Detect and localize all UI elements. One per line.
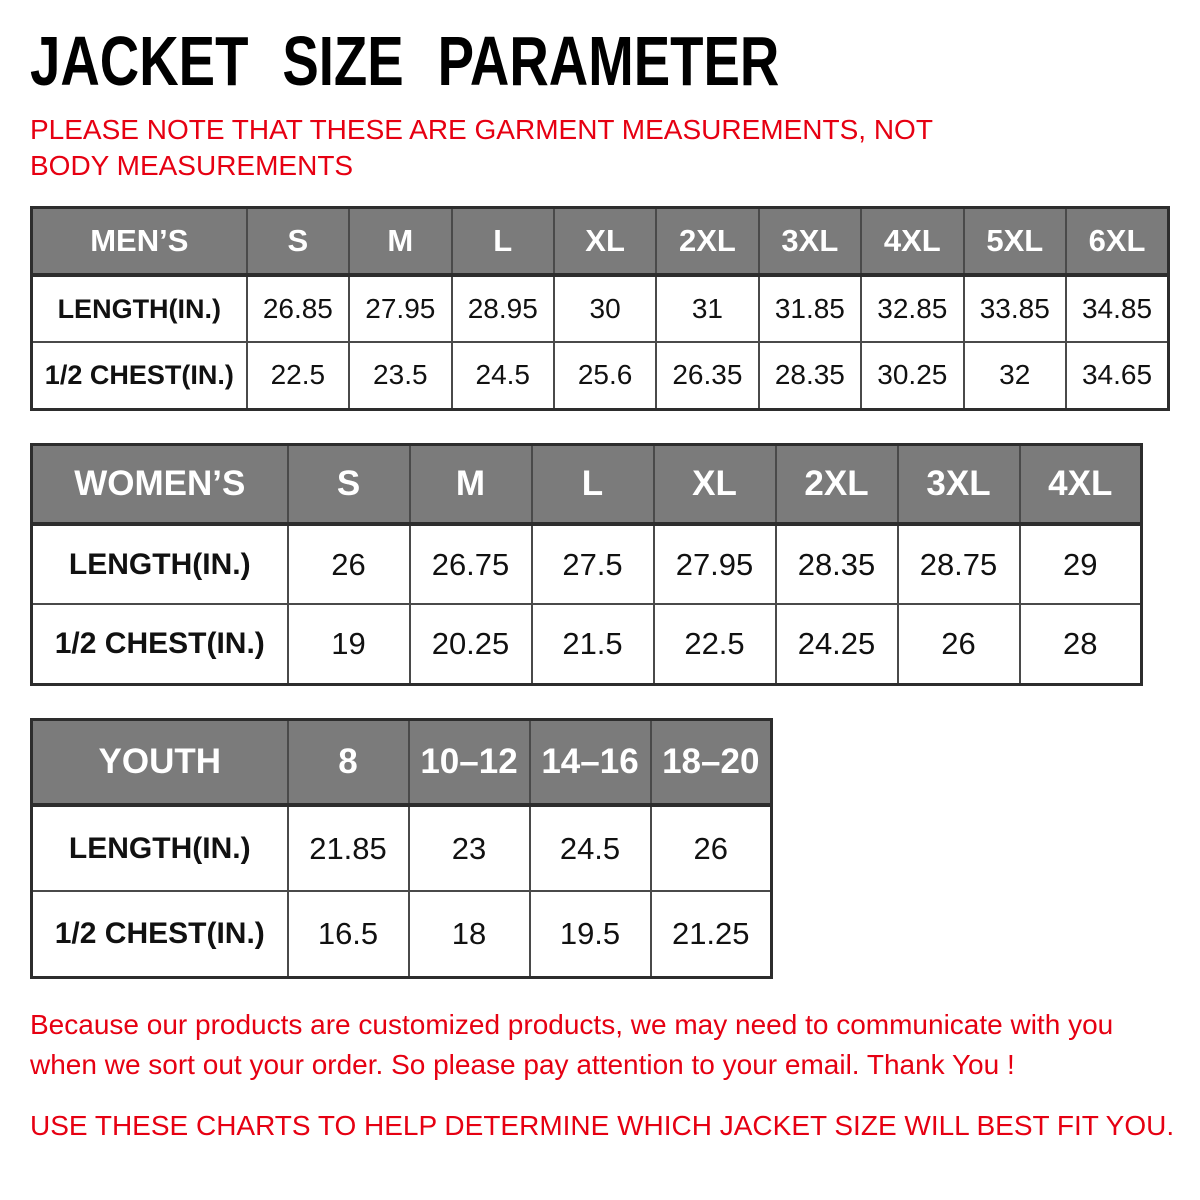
size-value-cell: 26.75 (410, 524, 532, 604)
table-title-cell: WOMEN’S (32, 444, 288, 524)
size-value-cell: 26.35 (656, 342, 758, 409)
page-title: JACKET SIZE PARAMETER (30, 22, 780, 100)
size-column-header: 4XL (1020, 444, 1142, 524)
size-value-cell: 28.95 (452, 275, 554, 342)
size-value-cell: 24.5 (452, 342, 554, 409)
table-row (32, 891, 772, 977)
size-column-header: S (247, 207, 349, 275)
size-value-cell: 33.85 (964, 275, 1066, 342)
customization-notice: Because our products are customized products, we may need to communicate with you when we sort out your order. So please pay attention to your email. Thank You ! (30, 1008, 1114, 1081)
size-column-header: 8 (288, 719, 409, 805)
size-column-header: 4XL (861, 207, 963, 275)
measurement-note: PLEASE NOTE THAT THESE ARE GARMENT MEASUREMENTS, NOT BODY MEASUREMENTS (30, 114, 933, 181)
size-value-cell: 27.95 (654, 524, 776, 604)
size-column-header: 3XL (759, 207, 861, 275)
size-value-cell: 27.95 (349, 275, 451, 342)
size-column-header: 2XL (776, 444, 898, 524)
size-value-cell: 28 (1020, 604, 1142, 684)
youth-size-table-grid (30, 718, 773, 979)
size-value-cell: 29 (1020, 524, 1142, 604)
size-value-cell: 32.85 (861, 275, 963, 342)
usage-note: USE THESE CHARTS TO HELP DETERMINE WHICH JACKET SIZE WILL BEST FIT YOU. (30, 1109, 1175, 1141)
size-column-header: 2XL (656, 207, 758, 275)
size-value-cell: 26.85 (247, 275, 349, 342)
size-value-cell: 23.5 (349, 342, 451, 409)
size-value-cell: 23 (409, 805, 530, 891)
size-value-cell: 28.35 (759, 342, 861, 409)
size-column-header: 10–12 (409, 719, 530, 805)
size-column-header: 6XL (1066, 207, 1169, 275)
header-row (32, 207, 1169, 275)
size-value-cell: 21.5 (532, 604, 654, 684)
table-title-cell: MEN’S (32, 207, 247, 275)
table-title-cell: YOUTH (32, 719, 288, 805)
size-value-cell: 28.35 (776, 524, 898, 604)
table-row (32, 805, 772, 891)
size-value-cell: 25.6 (554, 342, 656, 409)
size-value-cell: 24.5 (530, 805, 651, 891)
size-column-header: M (349, 207, 451, 275)
size-value-cell: 26 (651, 805, 772, 891)
table-row (32, 524, 1142, 604)
size-value-cell: 26 (288, 524, 410, 604)
size-column-header: 5XL (964, 207, 1066, 275)
size-value-cell: 28.75 (898, 524, 1020, 604)
size-value-cell: 21.85 (288, 805, 409, 891)
size-column-header: S (288, 444, 410, 524)
row-label: LENGTH(IN.) (32, 275, 247, 342)
womens-size-table-grid (30, 443, 1143, 686)
header-row (32, 719, 772, 805)
header-row (32, 444, 1142, 524)
size-value-cell: 20.25 (410, 604, 532, 684)
size-value-cell: 24.25 (776, 604, 898, 684)
table-row (32, 342, 1169, 409)
size-column-header: L (532, 444, 654, 524)
size-column-header: M (410, 444, 532, 524)
row-label: LENGTH(IN.) (32, 805, 288, 891)
row-label: 1/2 CHEST(IN.) (32, 342, 247, 409)
row-label: LENGTH(IN.) (32, 524, 288, 604)
size-value-cell: 19.5 (530, 891, 651, 977)
size-column-header: 14–16 (530, 719, 651, 805)
womens-size-table (30, 443, 1170, 686)
row-label: 1/2 CHEST(IN.) (32, 604, 288, 684)
size-column-header: XL (554, 207, 656, 275)
mens-size-table-grid (30, 206, 1170, 411)
table-row (32, 275, 1169, 342)
size-value-cell: 18 (409, 891, 530, 977)
size-column-header: 18–20 (651, 719, 772, 805)
size-column-header: 3XL (898, 444, 1020, 524)
size-value-cell: 26 (898, 604, 1020, 684)
size-value-cell: 21.25 (651, 891, 772, 977)
size-value-cell: 34.85 (1066, 275, 1169, 342)
size-value-cell: 22.5 (247, 342, 349, 409)
size-value-cell: 27.5 (532, 524, 654, 604)
size-value-cell: 30 (554, 275, 656, 342)
size-value-cell: 32 (964, 342, 1066, 409)
mens-size-table (30, 206, 1170, 411)
youth-size-table (30, 718, 1170, 979)
size-column-header: XL (654, 444, 776, 524)
size-value-cell: 19 (288, 604, 410, 684)
size-value-cell: 22.5 (654, 604, 776, 684)
size-value-cell: 30.25 (861, 342, 963, 409)
size-value-cell: 16.5 (288, 891, 409, 977)
table-row (32, 604, 1142, 684)
size-value-cell: 34.65 (1066, 342, 1169, 409)
size-value-cell: 31 (656, 275, 758, 342)
row-label: 1/2 CHEST(IN.) (32, 891, 288, 977)
size-value-cell: 31.85 (759, 275, 861, 342)
size-column-header: L (452, 207, 554, 275)
